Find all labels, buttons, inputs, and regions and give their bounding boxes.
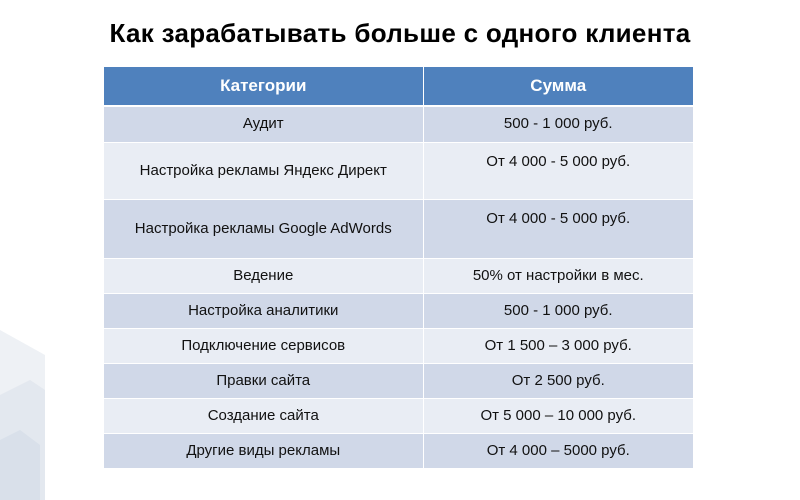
category-cell: Настройка аналитики: [104, 293, 423, 328]
table-row: [104, 363, 693, 398]
category-cell: Подключение сервисов: [104, 328, 423, 363]
sum-cell: 500 - 1 000 руб.: [423, 293, 693, 328]
category-cell: Другие виды рекламы: [104, 433, 423, 468]
header-categories: Категории: [104, 67, 423, 106]
sum-cell: От 4 000 - 5 000 руб.: [423, 142, 693, 199]
sum-cell: От 1 500 – 3 000 руб.: [423, 328, 693, 363]
sum-cell: 500 - 1 000 руб.: [423, 106, 693, 142]
table-row: [104, 142, 693, 199]
slide-title: Как зарабатывать больше с одного клиента: [109, 18, 691, 48]
sum-cell: От 4 000 - 5 000 руб.: [423, 199, 693, 258]
category-cell: Настройка рекламы Google AdWords: [104, 199, 423, 258]
category-cell: Создание сайта: [104, 398, 423, 433]
table-row: [104, 106, 693, 142]
category-cell: Аудит: [104, 106, 423, 142]
sum-cell: От 4 000 – 5000 руб.: [423, 433, 693, 468]
header-sum: Сумма: [423, 67, 693, 106]
table-row: [104, 258, 693, 293]
category-cell: Ведение: [104, 258, 423, 293]
table-row: [104, 433, 693, 468]
category-cell: Правки сайта: [104, 363, 423, 398]
table-row: [104, 293, 693, 328]
category-cell: Настройка рекламы Яндекс Директ: [104, 142, 423, 199]
pricing-table: [104, 67, 693, 469]
sum-cell: От 2 500 руб.: [423, 363, 693, 398]
table-header-row: [104, 67, 693, 106]
table-row: [104, 398, 693, 433]
table-row: [104, 328, 693, 363]
table-row: [104, 199, 693, 258]
sum-cell: 50% от настройки в мес.: [423, 258, 693, 293]
sum-cell: От 5 000 – 10 000 руб.: [423, 398, 693, 433]
